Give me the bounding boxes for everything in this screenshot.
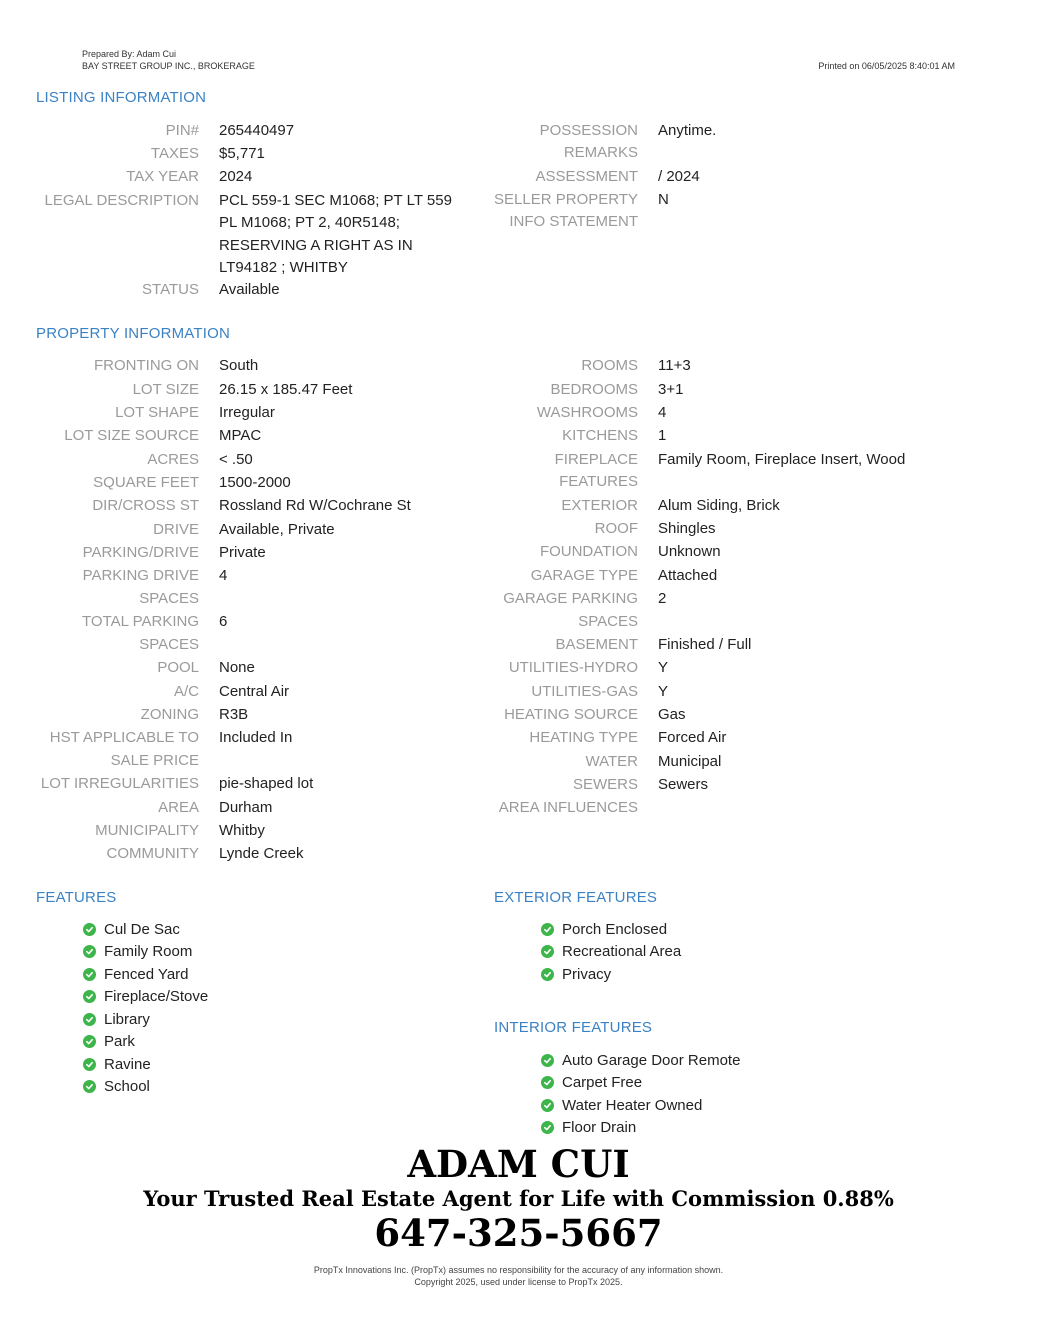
check-circle-icon (541, 945, 554, 958)
label-community: COMMUNITY (106, 845, 199, 862)
value-hst-applicable: Included In (219, 729, 293, 746)
value-bedrooms: 3+1 (658, 381, 684, 398)
label-drive: DRIVE (153, 521, 199, 538)
value-heating-type: Forced Air (658, 729, 727, 746)
printed-on: Printed on 06/05/2025 8:40:01 AM (818, 61, 955, 71)
list-item (541, 918, 681, 941)
feature-label: Cul De Sac (104, 920, 180, 938)
copyright-text: Copyright 2025, used under license to PropTx 2025. (414, 1277, 623, 1287)
label-roof: ROOF (594, 520, 638, 537)
value-total-parking-spaces: 6 (219, 613, 228, 630)
list-item (83, 1053, 208, 1076)
label-pin: PIN# (165, 122, 199, 139)
value-heating-source: Gas (658, 706, 686, 723)
label-possession-line2: REMARKS (563, 144, 638, 161)
exterior-features-title: EXTERIOR FEATURES (494, 889, 658, 906)
check-circle-icon (83, 990, 96, 1003)
disclaimer-text: PropTx Innovations Inc. (PropTx) assumes no responsibility for the accuracy of any information shown. (313, 1265, 724, 1275)
feature-label: Ravine (104, 1055, 151, 1073)
feature-label: Library (104, 1010, 150, 1028)
value-legal-description-line2: PL M1068; PT 2, 40R5148; (219, 214, 400, 231)
value-legal-description-line4: LT94182 ; WHITBY (219, 259, 348, 276)
value-dir-cross-st: Rossland Rd W/Cochrane St (219, 497, 411, 514)
value-pool: None (219, 659, 255, 676)
label-bedrooms: BEDROOMS (550, 381, 638, 398)
label-garage-parking-line2: SPACES (578, 613, 638, 630)
label-taxes: TAXES (150, 145, 199, 162)
list-item (83, 941, 208, 964)
agent-phone: 647-325-5667 (374, 1211, 663, 1255)
value-exterior: Alum Siding, Brick (658, 497, 780, 514)
label-parking-drive-spaces-line1: PARKING DRIVE (82, 567, 199, 584)
label-sewers: SEWERS (572, 776, 638, 793)
label-total-parking-line2: SPACES (139, 636, 199, 653)
label-garage-parking-line1: GARAGE PARKING (503, 590, 638, 607)
check-circle-icon (541, 1099, 554, 1112)
label-seller-property-line1: SELLER PROPERTY (494, 191, 638, 208)
feature-label: Park (104, 1033, 135, 1051)
value-assessment: / 2024 (658, 168, 700, 185)
value-zoning: R3B (219, 706, 249, 723)
label-acres: ACRES (147, 451, 199, 468)
interior-features-list (541, 1049, 740, 1139)
value-tax-year: 2024 (219, 168, 253, 185)
interior-features-title: INTERIOR FEATURES (494, 1019, 653, 1036)
check-circle-icon (541, 1054, 554, 1067)
list-item (83, 918, 208, 941)
value-legal-description-line3: RESERVING A RIGHT AS IN (219, 237, 413, 254)
list-item (541, 963, 681, 986)
label-water: WATER (585, 753, 638, 770)
label-heating-source: HEATING SOURCE (504, 706, 638, 723)
list-item (83, 1008, 208, 1031)
check-circle-icon (83, 1080, 96, 1093)
value-fronting-on: South (219, 357, 259, 374)
label-total-parking-line1: TOTAL PARKING (82, 613, 199, 630)
value-status: Available (219, 281, 280, 298)
value-garage-type: Attached (658, 567, 718, 584)
list-item (541, 1094, 740, 1117)
value-garage-parking-spaces: 2 (658, 590, 667, 607)
label-kitchens: KITCHENS (562, 427, 638, 444)
check-circle-icon (541, 1121, 554, 1134)
value-drive: Available, Private (219, 521, 335, 538)
features-title: FEATURES (36, 889, 117, 906)
feature-label: Water Heater Owned (562, 1096, 703, 1114)
feature-label: Fenced Yard (104, 965, 189, 983)
agent-name: ADAM CUI (407, 1142, 630, 1186)
label-lot-size: LOT SIZE (132, 381, 199, 398)
list-item (83, 1076, 208, 1099)
label-rooms: ROOMS (581, 357, 638, 374)
value-square-feet: 1500-2000 (219, 474, 291, 491)
feature-label: Fireplace/Stove (104, 988, 209, 1006)
value-parking-drive-spaces: 4 (219, 567, 228, 584)
label-area: AREA (158, 799, 199, 816)
feature-label: Floor Drain (562, 1119, 637, 1137)
label-legal-description: LEGAL DESCRIPTION (44, 192, 199, 209)
agent-tagline: Your Trusted Real Estate Agent for Life with Commission 0.88% (143, 1186, 894, 1211)
check-circle-icon (83, 1058, 96, 1071)
label-possession-line1: POSSESSION (539, 122, 638, 139)
property-information-title: PROPERTY INFORMATION (36, 325, 231, 342)
label-basement: BASEMENT (555, 636, 638, 653)
value-acres: < .50 (219, 451, 253, 468)
value-taxes: $5,771 (219, 145, 265, 162)
list-item (541, 1117, 740, 1140)
label-fireplace-features-line2: FEATURES (559, 473, 638, 490)
value-lot-shape: Irregular (219, 404, 275, 421)
label-lot-size-source: LOT SIZE SOURCE (64, 427, 199, 444)
check-circle-icon (541, 968, 554, 981)
value-municipality: Whitby (219, 822, 265, 839)
label-parking-drive: PARKING/DRIVE (82, 544, 199, 561)
label-utilities-hydro: UTILITIES-HYDRO (508, 659, 638, 676)
label-garage-type: GARAGE TYPE (530, 567, 638, 584)
check-circle-icon (541, 1076, 554, 1089)
check-circle-icon (83, 1013, 96, 1026)
value-community: Lynde Creek (219, 845, 304, 862)
label-tax-year: TAX YEAR (126, 168, 199, 185)
feature-label: Family Room (104, 943, 193, 961)
value-washrooms: 4 (658, 404, 667, 421)
list-item (541, 1049, 740, 1072)
features-list (83, 918, 208, 1098)
check-circle-icon (541, 923, 554, 936)
feature-label: Privacy (562, 965, 612, 983)
value-foundation: Unknown (658, 543, 721, 560)
feature-label: School (104, 1078, 150, 1096)
value-sewers: Sewers (658, 776, 709, 793)
list-item (541, 1072, 740, 1095)
exterior-features-list (541, 918, 681, 986)
label-parking-drive-spaces-line2: SPACES (139, 590, 199, 607)
value-area: Durham (219, 799, 273, 816)
label-status: STATUS (142, 281, 199, 298)
label-zoning: ZONING (140, 706, 199, 723)
check-circle-icon (83, 968, 96, 981)
label-area-influences: AREA INFLUENCES (498, 799, 638, 816)
list-item (83, 1031, 208, 1054)
value-utilities-hydro: Y (658, 659, 669, 676)
check-circle-icon (83, 945, 96, 958)
feature-label: Porch Enclosed (562, 920, 668, 938)
value-lot-size: 26.15 x 185.47 Feet (219, 381, 353, 398)
label-municipality: MUNICIPALITY (95, 822, 199, 839)
label-heating-type: HEATING TYPE (529, 729, 638, 746)
label-ac: A/C (173, 683, 199, 700)
label-square-feet: SQUARE FEET (93, 474, 199, 491)
label-seller-property-line2: INFO STATEMENT (509, 213, 638, 230)
label-fronting-on: FRONTING ON (94, 357, 199, 374)
value-water: Municipal (658, 753, 722, 770)
list-item (83, 986, 208, 1009)
value-kitchens: 1 (658, 427, 667, 444)
value-seller-property-info: N (658, 191, 669, 208)
label-exterior: EXTERIOR (561, 497, 638, 514)
label-utilities-gas: UTILITIES-GAS (531, 683, 638, 700)
value-fireplace-features: Family Room, Fireplace Insert, Wood (658, 451, 906, 468)
value-utilities-gas: Y (658, 683, 669, 700)
prepared-by: Prepared By: Adam Cui (82, 49, 177, 59)
feature-label: Carpet Free (562, 1074, 643, 1092)
feature-label: Recreational Area (562, 943, 682, 961)
label-foundation: FOUNDATION (539, 543, 638, 560)
value-roof: Shingles (658, 520, 716, 537)
value-basement: Finished / Full (658, 636, 752, 653)
label-washrooms: WASHROOMS (536, 404, 638, 421)
label-dir-cross-st: DIR/CROSS ST (92, 497, 199, 514)
brokerage-name: BAY STREET GROUP INC., BROKERAGE (82, 61, 255, 71)
label-assessment: ASSESSMENT (535, 168, 638, 185)
list-item (83, 963, 208, 986)
value-legal-description-line1: PCL 559-1 SEC M1068; PT LT 559 (219, 192, 452, 209)
value-pin: 265440497 (219, 122, 295, 139)
label-hst-line1: HST APPLICABLE TO (49, 729, 199, 746)
value-lot-irregularities: pie-shaped lot (219, 775, 314, 792)
label-pool: POOL (157, 659, 199, 676)
value-rooms: 11+3 (658, 357, 691, 374)
label-fireplace-features-line1: FIREPLACE (554, 451, 638, 468)
value-ac: Central Air (219, 683, 290, 700)
listing-information-title: LISTING INFORMATION (36, 89, 207, 106)
value-possession-remarks: Anytime. (658, 122, 717, 139)
label-lot-irregularities: LOT IRREGULARITIES (40, 775, 199, 792)
value-parking-drive: Private (219, 544, 266, 561)
list-item (541, 941, 681, 964)
check-circle-icon (83, 1035, 96, 1048)
check-circle-icon (83, 923, 96, 936)
label-lot-shape: LOT SHAPE (115, 404, 199, 421)
label-hst-line2: SALE PRICE (110, 752, 199, 769)
feature-label: Auto Garage Door Remote (562, 1051, 741, 1069)
value-lot-size-source: MPAC (219, 427, 262, 444)
